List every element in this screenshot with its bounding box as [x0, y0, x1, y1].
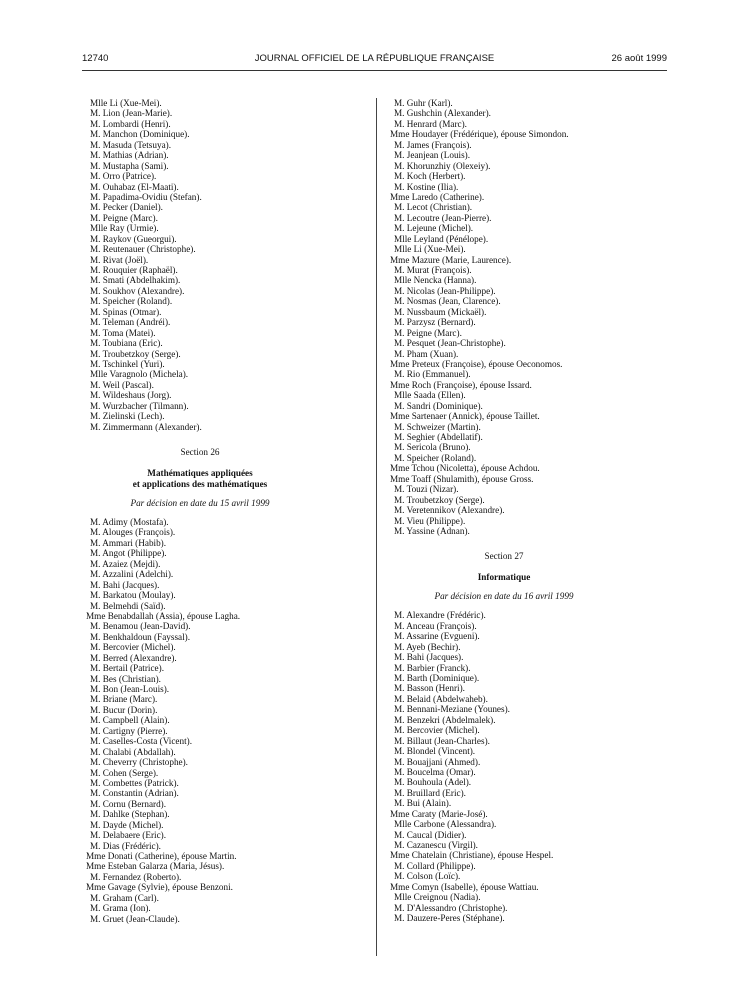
name-entry: Mme Comyn (Isabelle), épouse Wattiau.: [390, 881, 539, 892]
name-entry: M. Wildeshaus (Jorg).: [90, 390, 172, 401]
name-entry: Mme Laredo (Catherine).: [390, 191, 485, 202]
name-entry: Mme Tchou (Nicoletta), épouse Achdou.: [390, 463, 540, 474]
name-entry: M. Kostine (Ilia).: [394, 181, 459, 192]
name-entry: M. Speicher (Roland).: [90, 296, 173, 307]
name-entry: Mlle Li (Xue-Mei).: [90, 98, 162, 108]
section-title: et applications des mathématiques: [132, 479, 268, 489]
name-entry: M. Ammari (Habib).: [90, 537, 167, 548]
section-title: Mathématiques appliquées: [147, 468, 253, 478]
name-entry: Mlle Ray (Urmie).: [90, 223, 159, 234]
name-entry: Mlle Nencka (Hanna).: [394, 275, 477, 286]
name-entry: Mme Donati (Catherine), épouse Martin.: [86, 851, 237, 861]
name-entry: M. Campbell (Alain).: [90, 715, 170, 726]
name-entry: M. Henrard (Marc).: [394, 118, 467, 129]
name-entry: M. Collard (Philippe).: [394, 860, 476, 871]
name-entry: M. Khorunzhiy (Olexeiy).: [394, 160, 491, 171]
name-entry: M. Chalabi (Abdallah).: [90, 746, 176, 757]
name-entry: M. Guhr (Karl).: [394, 98, 453, 108]
name-entry: M. Belmehdi (Saïd).: [90, 600, 166, 611]
name-entry: M. Lejeune (Michel).: [394, 223, 474, 234]
name-entry: M. Jeanjean (Louis).: [394, 150, 471, 161]
name-list: [86, 517, 328, 924]
name-entry: M. Benamou (Jean-David).: [90, 621, 191, 632]
name-entry: M. Azaiez (Mejdi).: [90, 558, 161, 569]
name-entry: M. Manchon (Dominique).: [90, 129, 190, 140]
name-entry: M. Bon (Jean-Louis).: [90, 684, 170, 694]
name-entry: M. Orro (Patrice).: [90, 171, 157, 182]
name-entry: M. Bahi (Jacques).: [90, 579, 160, 590]
name-entry: M. Pesquet (Jean-Christophe).: [394, 338, 506, 349]
name-entry: M. Belaid (Abdelwaheb).: [394, 693, 488, 704]
name-entry: M. Assarine (Evgueni).: [394, 631, 480, 642]
decision-line: Par décision en date du 15 avril 1999: [130, 498, 270, 508]
name-entry: M. Peigne (Marc).: [394, 327, 462, 338]
name-entry: M. Colson (Loïc).: [394, 871, 461, 882]
issue-date: 26 août 1999: [611, 53, 667, 64]
section-label: Section 26: [180, 447, 220, 457]
name-entry: M. Bercovier (Michel).: [90, 642, 176, 653]
name-entry: M. Caucal (Didier).: [394, 829, 467, 840]
journal-title: JOURNAL OFFICIEL DE LA RÉPUBLIQUE FRANÇAISE: [254, 53, 495, 64]
name-entry: Mme Chatelain (Christiane), épouse Hespel.: [390, 850, 554, 861]
name-entry: M. Zielinski (Lech).: [90, 411, 165, 422]
name-entry: M. Barbier (Franck).: [394, 662, 471, 673]
name-entry: M. Alouges (François).: [90, 527, 176, 538]
name-entry: M. Teleman (Andréi).: [90, 317, 171, 328]
name-entry: M. Koch (Herbert).: [394, 171, 466, 182]
name-entry: Mlle Leyland (Pénélope).: [394, 233, 489, 244]
name-entry: M. Parzysz (Bernard).: [394, 317, 476, 328]
name-entry: M. Adimy (Mostafa).: [90, 517, 169, 527]
name-entry: M. Rivat (Joël).: [90, 254, 149, 265]
name-entry: Mme Toaff (Shulamith), épouse Gross.: [390, 473, 534, 484]
name-entry: M. Bruillard (Eric).: [394, 787, 466, 798]
name-entry: M. Azzalini (Adelchi).: [90, 569, 174, 580]
name-entry: M. Schweizer (Martin).: [394, 421, 481, 432]
name-entry: M. Speicher (Roland).: [394, 452, 477, 463]
name-entry: M. Raykov (Gueorgui).: [90, 233, 177, 244]
name-entry: M. Dias (Frédéric).: [90, 840, 161, 851]
name-entry: M. Cazanescu (Virgil).: [394, 840, 478, 850]
name-entry: M. Wurzbacher (Tilmann).: [90, 400, 189, 411]
name-list: [390, 610, 632, 924]
name-entry: M. Murat (François).: [394, 265, 472, 275]
name-entry: Mme Caraty (Marie-José).: [390, 808, 488, 819]
section-heading: [50, 446, 350, 509]
name-entry: M. Bucur (Dorin).: [90, 704, 158, 715]
name-entry: Mlle Saada (Ellen).: [394, 390, 466, 401]
page-header: [82, 53, 667, 67]
page-number: 12740: [82, 53, 109, 64]
name-entry: M. Caselles-Costa (Vicent).: [90, 736, 193, 747]
name-entry: M. Peigne (Marc).: [90, 212, 158, 223]
name-entry: M. Soukhov (Alexandre).: [90, 285, 185, 296]
name-entry: M. Berred (Alexandre).: [90, 652, 177, 663]
name-entry: M. Alexandre (Frédéric).: [394, 610, 486, 621]
name-entry: M. Papadima-Ovidiu (Stefan).: [90, 191, 202, 202]
name-entry: M. Reutenauer (Christophe).: [90, 244, 196, 255]
name-entry: M. Troubetzkoy (Serge).: [394, 494, 485, 505]
name-entry: M. Constantin (Adrian).: [90, 788, 179, 799]
name-entry: M. Bes (Christian).: [90, 673, 161, 684]
name-entry: M. Rio (Emmanuel).: [394, 369, 471, 380]
name-entry: M. Graham (Carl).: [90, 892, 159, 903]
name-entry: Mme Esteban Galarza (Maria, Jésus).: [86, 861, 225, 872]
name-entry: M. Basson (Henri).: [394, 683, 465, 694]
name-entry: M. Seghier (Abdellatif).: [394, 432, 483, 442]
name-entry: M. Lion (Jean-Marie).: [90, 108, 173, 119]
name-entry: M. Lecoutre (Jean-Pierre).: [394, 212, 492, 223]
name-entry: M. Delabaere (Eric).: [90, 830, 167, 841]
name-entry: M. Bouajjani (Ahmed).: [394, 756, 481, 767]
name-entry: M. Mustapha (Sami).: [90, 160, 169, 171]
name-entry: Mme Preteux (Françoise), épouse Oeconomos.: [390, 358, 563, 369]
name-entry: M. Anceau (François).: [394, 620, 477, 631]
name-entry: M. Grama (Ion).: [90, 903, 151, 914]
name-entry: Mlle Li (Xue-Mei).: [394, 244, 466, 255]
name-entry: M. Tschinkel (Yuri).: [90, 358, 165, 369]
name-entry: M. Benzekri (Abdelmalek).: [394, 714, 496, 725]
name-entry: M. Cornu (Bernard).: [90, 798, 167, 809]
column-divider: [376, 98, 377, 956]
name-entry: Mme Benabdallah (Assia), épouse Lagha.: [86, 610, 241, 621]
section-heading: [354, 550, 654, 602]
name-list: [90, 98, 328, 432]
name-entry: M. Nussbaum (Mickaël).: [394, 306, 487, 317]
name-entry: Mme Houdayer (Frédérique), épouse Simondon.: [390, 129, 569, 140]
name-entry: M. Dayde (Michel).: [90, 819, 164, 830]
name-entry: M. Cohen (Serge).: [90, 767, 159, 778]
right-column: [390, 98, 632, 924]
section-label: Section 27: [484, 551, 524, 562]
name-entry: M. Nosmas (Jean, Clarence).: [394, 296, 501, 307]
name-entry: M. Zimmermann (Alexander).: [90, 421, 202, 432]
name-entry: M. Sandri (Dominique).: [394, 400, 483, 411]
name-entry: M. Gushchin (Alexander).: [394, 108, 491, 119]
name-entry: M. Bercovier (Michel).: [394, 725, 480, 736]
name-entry: M. Lombardi (Henri).: [90, 118, 171, 129]
name-entry: M. D'Alessandro (Christophe).: [394, 902, 508, 913]
name-entry: M. Benkhaldoun (Fayssal).: [90, 631, 191, 642]
name-entry: Mme Roch (Françoise), épouse Issard.: [390, 379, 532, 390]
name-entry: M. Pham (Xuan).: [394, 348, 459, 359]
decision-line: Par décision en date du 16 avril 1999: [434, 591, 574, 602]
name-entry: M. Dahlke (Stephan).: [90, 809, 170, 820]
name-entry: M. Troubetzkoy (Serge).: [90, 348, 181, 359]
name-entry: Mlle Carbone (Alessandra).: [394, 819, 497, 830]
name-entry: M. Toubiana (Eric).: [90, 338, 163, 349]
name-entry: M. Cartigny (Pierre).: [90, 725, 168, 736]
name-entry: M. Cheverry (Christophe).: [90, 757, 188, 768]
name-entry: M. Lecot (Christian).: [394, 202, 473, 213]
name-list: [390, 98, 632, 536]
name-entry: M. Smati (Abdelhakim).: [90, 275, 181, 286]
name-entry: M. Mathias (Adrian).: [90, 150, 169, 161]
name-entry: M. Bui (Alain).: [394, 798, 452, 809]
name-entry: Mme Gavage (Sylvie), épouse Benzoni.: [86, 882, 233, 893]
name-entry: M. Billaut (Jean-Charles).: [394, 735, 490, 746]
name-entry: M. Blondel (Vincent).: [394, 746, 476, 757]
name-entry: M. Bahi (Jacques).: [394, 652, 464, 663]
name-entry: Mlle Varagnolo (Michela).: [90, 369, 189, 380]
name-entry: M. Bertail (Patrice).: [90, 663, 164, 674]
name-entry: M. Touzi (Nizar).: [394, 484, 459, 495]
name-entry: M. Bouhoula (Adel).: [394, 777, 472, 788]
name-entry: M. Weil (Pascal).: [90, 379, 154, 390]
name-entry: M. Vieu (Philippe).: [394, 515, 466, 526]
name-entry: M. James (François).: [394, 139, 472, 150]
name-entry: M. Ayeb (Bechir).: [394, 641, 461, 652]
name-entry: M. Pecker (Daniel).: [90, 202, 163, 213]
header-rule: [82, 70, 667, 71]
name-entry: M. Yassine (Adnan).: [394, 525, 470, 536]
name-entry: M. Toma (Matei).: [90, 327, 156, 338]
name-entry: Mme Mazure (Marie, Laurence).: [390, 254, 512, 265]
name-entry: M. Veretennikov (Alexandre).: [394, 505, 505, 516]
name-entry: M. Masuda (Tetsuya).: [90, 139, 172, 150]
name-entry: M. Fernandez (Roberto).: [90, 871, 182, 882]
name-entry: M. Sericola (Bruno).: [394, 442, 471, 453]
name-entry: M. Gruet (Jean-Claude).: [90, 913, 180, 924]
left-column: [86, 98, 328, 924]
name-entry: M. Barkatou (Moulay).: [90, 590, 176, 601]
name-entry: M. Spinas (Otmar).: [90, 306, 162, 317]
name-entry: M. Rouquier (Raphaël).: [90, 265, 178, 275]
section-title: Informatique: [477, 572, 531, 583]
name-entry: M. Boucelma (Omar).: [394, 766, 476, 777]
name-entry: M. Bennani-Meziane (Younes).: [394, 704, 510, 715]
name-entry: M. Dauzere-Peres (Stéphane).: [394, 913, 505, 924]
name-entry: M. Ouhabaz (El-Maati).: [90, 181, 179, 192]
name-entry: M. Briane (Marc).: [90, 694, 158, 705]
name-entry: M. Angot (Philippe).: [90, 548, 167, 559]
name-entry: M. Combettes (Patrick).: [90, 777, 179, 788]
name-entry: M. Nicolas (Jean-Philippe).: [394, 285, 496, 296]
name-entry: M. Barth (Dominique).: [394, 673, 480, 683]
name-entry: Mlle Creignou (Nadia).: [394, 892, 481, 903]
name-entry: Mme Sartenaer (Annick), épouse Taillet.: [390, 411, 540, 422]
